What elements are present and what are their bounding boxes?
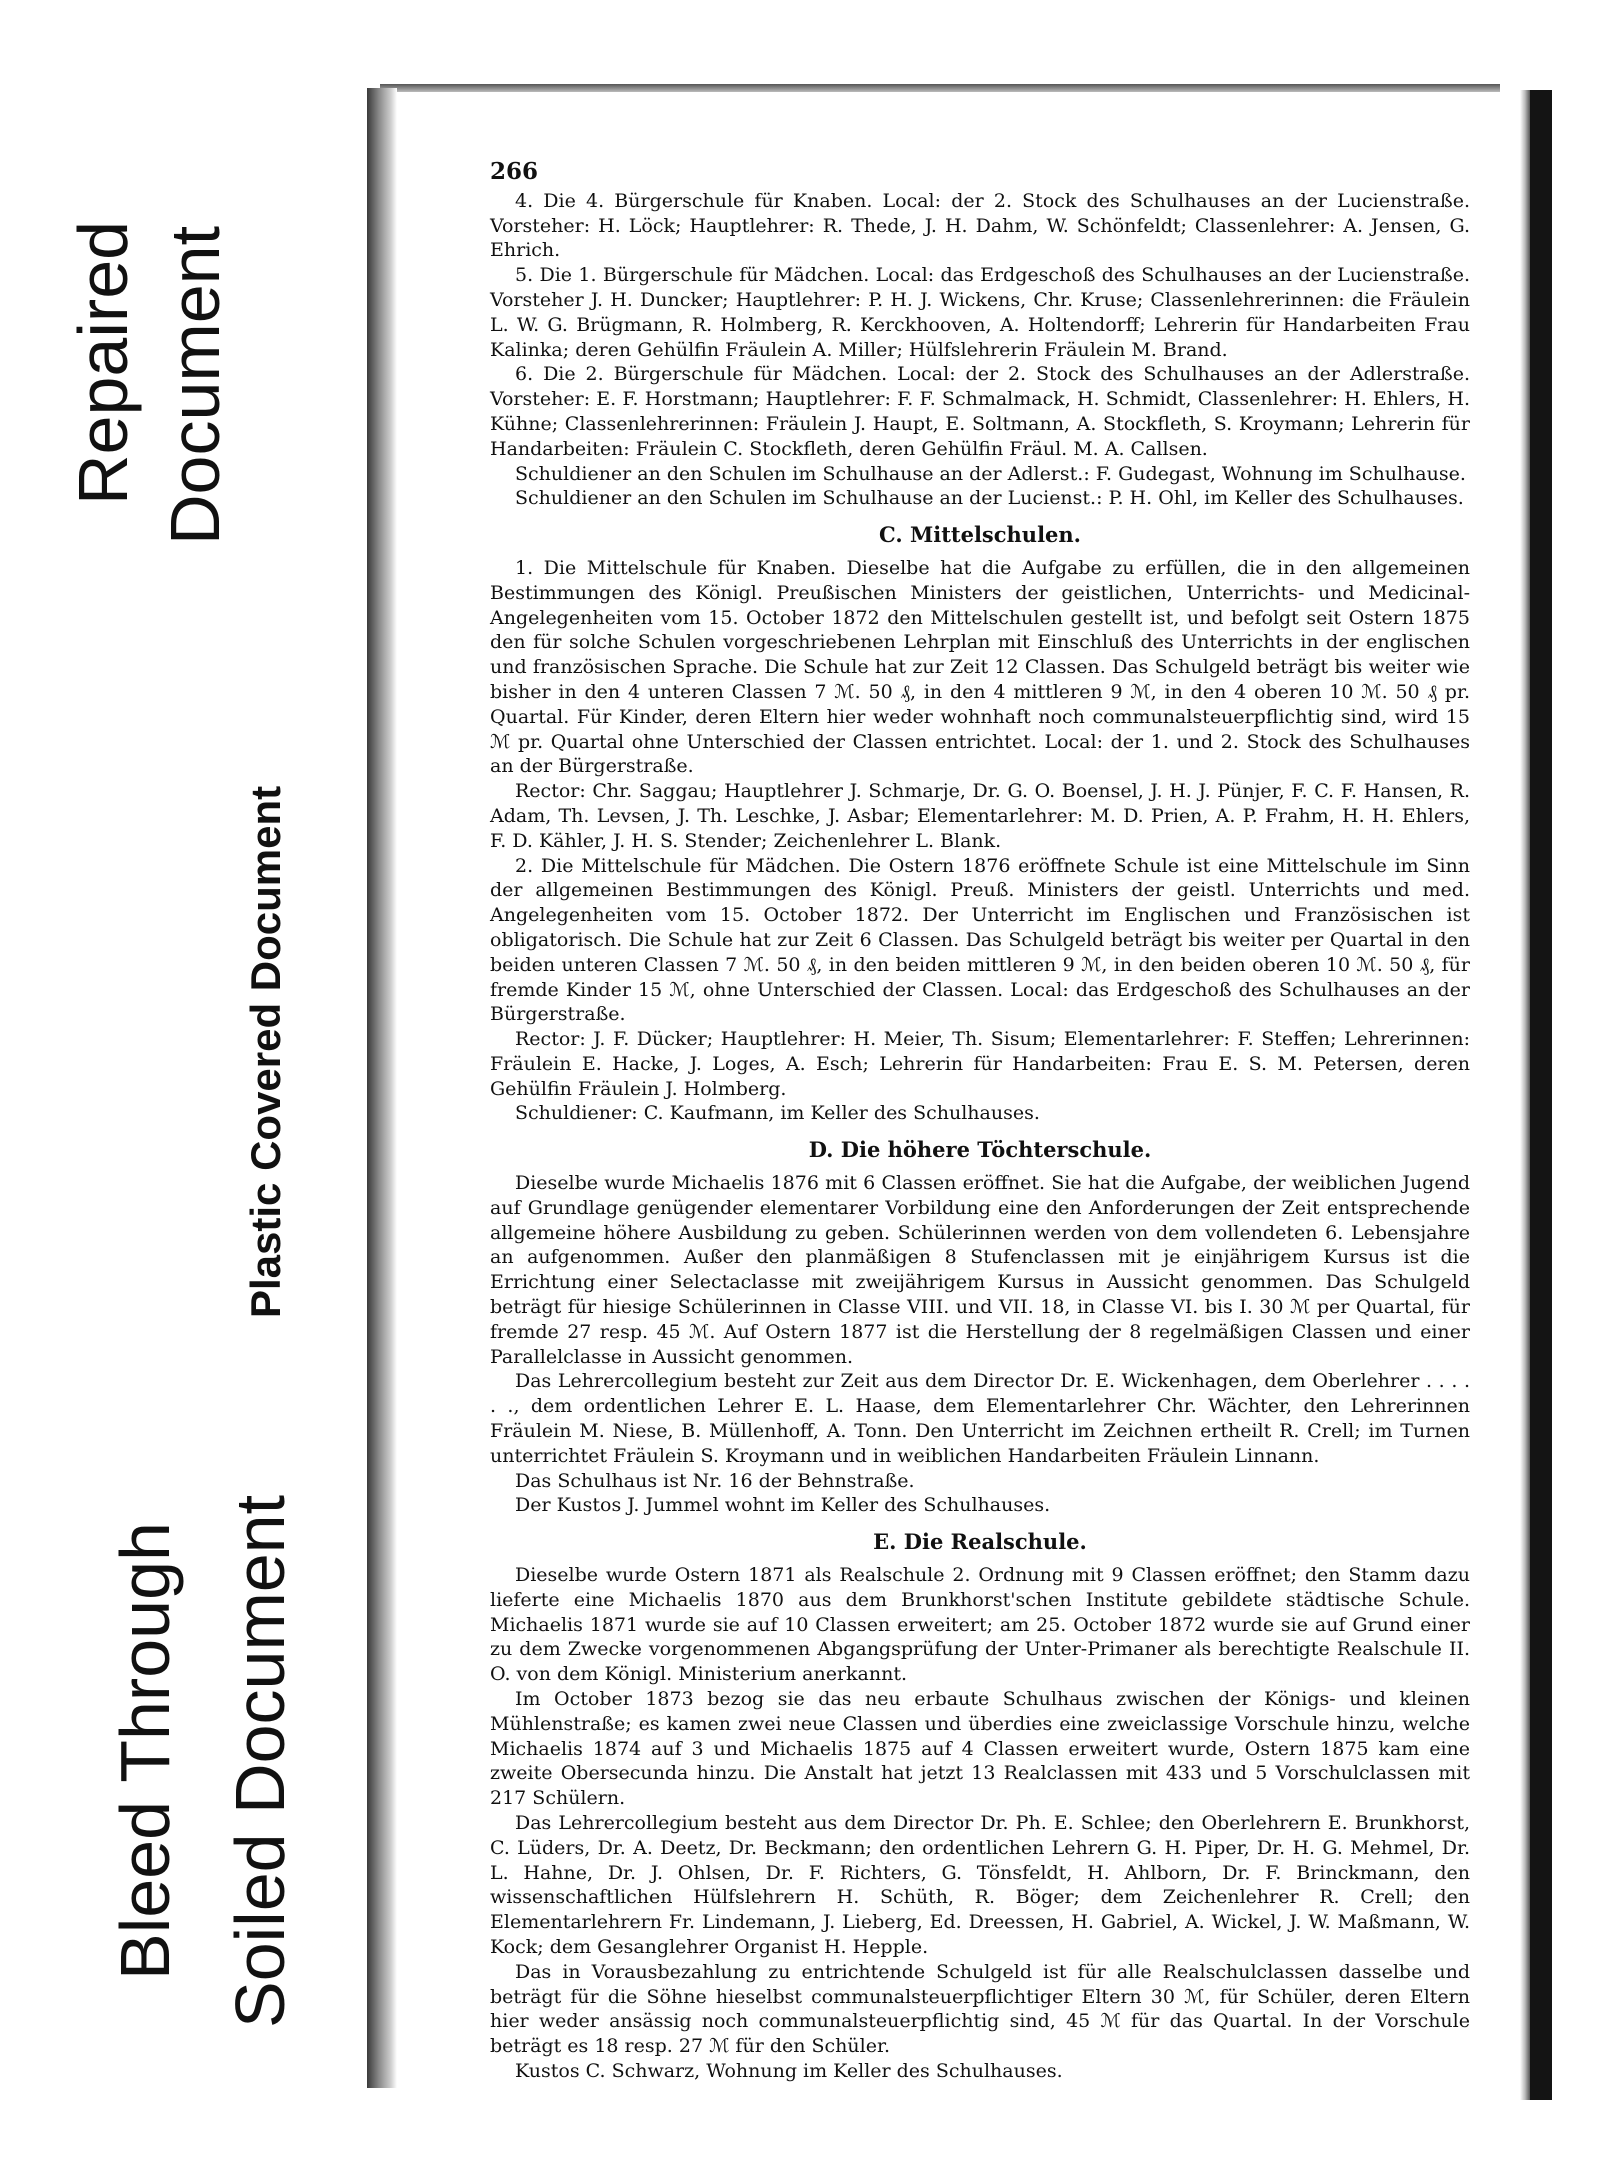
paragraph: 6. Die 2. Bürgerschule für Mädchen. Local: der 2. Stock des Schulhauses an der Adlerstraße. Vorsteher: E. F. Horstmann; Hauptlehrer: F. F. Schmalmack, H. Schmidt, Classenlehrer: H. Ehlers, H. Kühne; Classenlehrerinnen: Fräulein J. Haupt, E. Soltmann, A. Stockfleth, S. Kroymann; Lehrerin für Handarbeiten: Fräulein C. Stockfleth, deren Gehülfin Fräul. M. A. Callsen. [490,363,1470,460]
paragraph: Im October 1873 bezog sie das neu erbaute Schulhaus zwischen der Königs- und kleinen Mühlenstraße; es kamen zwei neue Classen und überdies eine zweiclassige Vorschule hinzu, welche Michaelis 1874 auf 3 und Michaelis 1875 auf 4 Classen erweitert wurde, Ostern 1875 kam eine zweite Obersecunda hinzu. Die Anstalt hat jetzt 13 Realclassen mit 433 und 5 Vorschulclassen mit 217 Schülern. [490,1688,1470,1810]
scan-dark-band [1530,90,1552,2100]
document-page [400,105,1515,2082]
paragraph: Kustos C. Schwarz, Wohnung im Keller des Schulhauses. [515,2059,1063,2082]
page-number: 266 [490,158,539,185]
paragraph: 1. Die Mittelschule für Knaben. Dieselbe hat die Aufgabe zu erfüllen, die in den allgemeinen Bestimmungen des Königl. Preußischen Ministers der geistlichen, Unterrichts- und Medicinal-Angelegenheiten vom 15. October 1872 den Mittelschulen gestellt ist, und befolgt seit Ostern 1875 den für solche Schulen vorgeschriebenen Lehrplan mit Einschluß des Unterrichts in der englischen und französischen Sprache. Die Schule hat zur Zeit 12 Classen. Das Schulgeld beträgt bis weiter wie bisher in den 4 unteren Classen 7 ℳ. 50 ₰, in den 4 mittleren 9 ℳ, in den 4 oberen 10 ℳ. 50 ₰ pr. Quartal. Für Kinder, deren Eltern hier weder wohnhaft noch communalsteuerpflichtig sind, wird 15 ℳ pr. Quartal ohne Unterschied der Classen entrichtet. Local: der 1. und 2. Stock des Schulhauses an der Bürgerstraße. [490,556,1470,778]
paragraph: Schuldiener: C. Kaufmann, im Keller des Schulhauses. [515,1102,1040,1125]
section-heading: C. Mittelschulen. [879,522,1081,548]
label-soiled-document: Soiled Document [221,1494,299,2028]
paragraph: Dieselbe wurde Ostern 1871 als Realschule 2. Ordnung mit 9 Classen eröffnet; den Stamm dazu lieferte eine Michaelis 1870 aus dem Brunkhorst'schen Institute gebildete städtische Schule. Michaelis 1871 wurde sie auf 10 Classen erweitert; am 25. October 1872 wurde sie auf Grund einer zu dem Zwecke vorgenommenen Abgangsprüfung der Unter-Primaner als berechtigte Realschule II. O. von dem Königl. Ministerium anerkannt. [490,1564,1470,1686]
label-plastic-covered: Plastic Covered Document [242,785,289,1318]
paragraph: Dieselbe wurde Michaelis 1876 mit 6 Classen eröffnet. Sie hat die Aufgabe, der weiblichen Jugend auf Grundlage genügender elementarer Vorbildung eine den Anforderungen der Zeit entsprechende allgemeine höhere Ausbildung zu geben. Schülerinnen werden von dem vollendeten 6. Lebensjahre an aufgenommen. Außer den planmäßigen 8 Stufenclassen mit je einjährigem Kursus ist die Errichtung einer Selectaclasse mit zweijährigem Kursus in Aussicht genommen. Das Schulgeld beträgt für hiesige Schülerinnen in Classe VIII. und VII. 18, in Classe VI. bis I. 30 ℳ per Quartal, für fremde 27 resp. 45 ℳ. Auf Ostern 1877 ist die Herstellung der 8 regelmäßigen Classen und einer Parallelclasse in Aussicht genommen. [490,1172,1470,1368]
scan-edge-right [1520,90,1530,2100]
label-repaired: Repaired [64,220,142,505]
scan-edge-left [367,88,397,2088]
paragraph: Das Lehrercollegium besteht zur Zeit aus dem Director Dr. E. Wickenhagen, dem Oberlehrer . . . . . ., dem ordentlichen Lehrer E. L. Haase, dem Elementarlehrer Chr. Wächter, den Lehrerinnen Fräulein M. Niese, B. Müllenhoff, A. Tonn. Den Unterricht im Zeichnen ertheilt R. Crell; im Turnen unterrichtet Fräulein S. Kroymann und in weiblichen Handarbeiten Fräulein Linnann. [490,1370,1470,1467]
paragraph: Das Schulhaus ist Nr. 16 der Behnstraße. [515,1469,915,1492]
paragraph: 5. Die 1. Bürgerschule für Mädchen. Local: das Erdgeschoß des Schulhauses an der Lucienstraße. Vorsteher J. H. Duncker; Hauptlehrer: P. H. J. Wickens, Chr. Kruse; Classenlehrerinnen: die Fräulein L. W. G. Brügmann, R. Holmberg, R. Kerckhooven, A. Holtendorff; Lehrerin für Handarbeiten Frau Kalinka; deren Gehülfin Fräulein A. Miller; Hülfslehrerin Fräulein M. Brand. [490,264,1470,361]
scan-edge-top [380,84,1500,92]
label-bleed-through: Bleed Through [106,1522,184,1980]
paragraph: Der Kustos J. Jummel wohnt im Keller des Schulhauses. [515,1494,1051,1517]
paragraph: 2. Die Mittelschule für Mädchen. Die Ostern 1876 eröffnete Schule ist eine Mittelschule im Sinn der allgemeinen Bestimmungen des Königl. Preuß. Ministers der geistl. Unterrichts und med. Angelegenheiten vom 15. October 1872. Der Unterricht im Englischen und Französischen ist obligatorisch. Die Schule hat zur Zeit 6 Classen. Das Schulgeld beträgt bis weiter per Quartal in den beiden unteren Classen 7 ℳ. 50 ₰, in den beiden mittleren 9 ℳ, in den beiden oberen 10 ℳ. 50 ₰, für fremde Kinder 15 ℳ, ohne Unterschied der Classen. Local: das Erdgeschoß des Schulhauses an der Bürgerstraße. [490,854,1470,1026]
page-body [490,189,1470,2084]
section-heading: D. Die höhere Töchterschule. [808,1137,1152,1163]
paragraph: Rector: J. F. Dücker; Hauptlehrer: H. Meier, Th. Sisum; Elementarlehrer: F. Steffen; Lehrerinnen: Fräulein E. Hacke, J. Loges, A. Esch; Lehrerin für Handarbeiten: Frau E. S. M. Petersen, deren Gehülfin Fräulein J. Holmberg. [490,1028,1470,1100]
paragraph: 4. Die 4. Bürgerschule für Knaben. Local: der 2. Stock des Schulhauses an der Lucienstraße. Vorsteher: H. Löck; Hauptlehrer: R. Thede, J. H. Dahm, W. Schönfeldt; Classenlehrer: A. Jensen, G. Ehrich. [490,189,1470,262]
paragraph: Schuldiener an den Schulen im Schulhause an der Lucienst.: P. H. Ohl, im Keller des Schulhauses. [515,487,1464,510]
label-document-repaired: Document [156,225,234,545]
section-heading: E. Die Realschule. [873,1529,1087,1555]
paragraph: Das Lehrercollegium besteht aus dem Director Dr. Ph. E. Schlee; den Oberlehrern E. Brunkhorst, C. Lüders, Dr. A. Deetz, Dr. Beckmann; den ordentlichen Lehrern G. H. Piper, Dr. H. G. Mehmel, Dr. L. Hahne, Dr. J. Ohlsen, Dr. F. Richters, G. Tönsfeldt, H. Ahlborn, Dr. F. Brinckmann, den wissenschaftlichen Hülfslehrern H. Schüth, R. Böger; dem Zeichenlehrer R. Crell; den Elementarlehrern Fr. Lindemann, J. Lieberg, Ed. Dreessen, H. Gabriel, A. Wickel, J. W. Maßmann, W. Kock; dem Gesanglehrer Organist H. Hepple. [490,1812,1470,1958]
paragraph: Rector: Chr. Saggau; Hauptlehrer J. Schmarje, Dr. G. O. Boensel, J. H. J. Pünjer, F. C. F. Hansen, R. Adam, Th. Levsen, J. Th. Leschke, J. Asbar; Elementarlehrer: M. D. Prien, A. P. Frahm, H. H. Ehlers, F. D. Kähler, J. H. S. Stender; Zeichenlehrer L. Blank. [490,780,1470,852]
paragraph: Das in Vorausbezahlung zu entrichtende Schulgeld ist für alle Realschulclassen dasselbe und beträgt für die Söhne hieselbst communalsteuerpflichtiger Eltern 30 ℳ, für Schüler, deren Eltern hier weder ansässig noch communalsteuerpflichtig sind, 45 ℳ für das Quartal. In der Vorschule beträgt es 18 resp. 27 ℳ für den Schüler. [490,1960,1470,2058]
margin-labels [0,0,340,2177]
paragraph: Schuldiener an den Schulen im Schulhause an der Adlerst.: F. Gudegast, Wohnung im Schulhause. [515,462,1466,485]
